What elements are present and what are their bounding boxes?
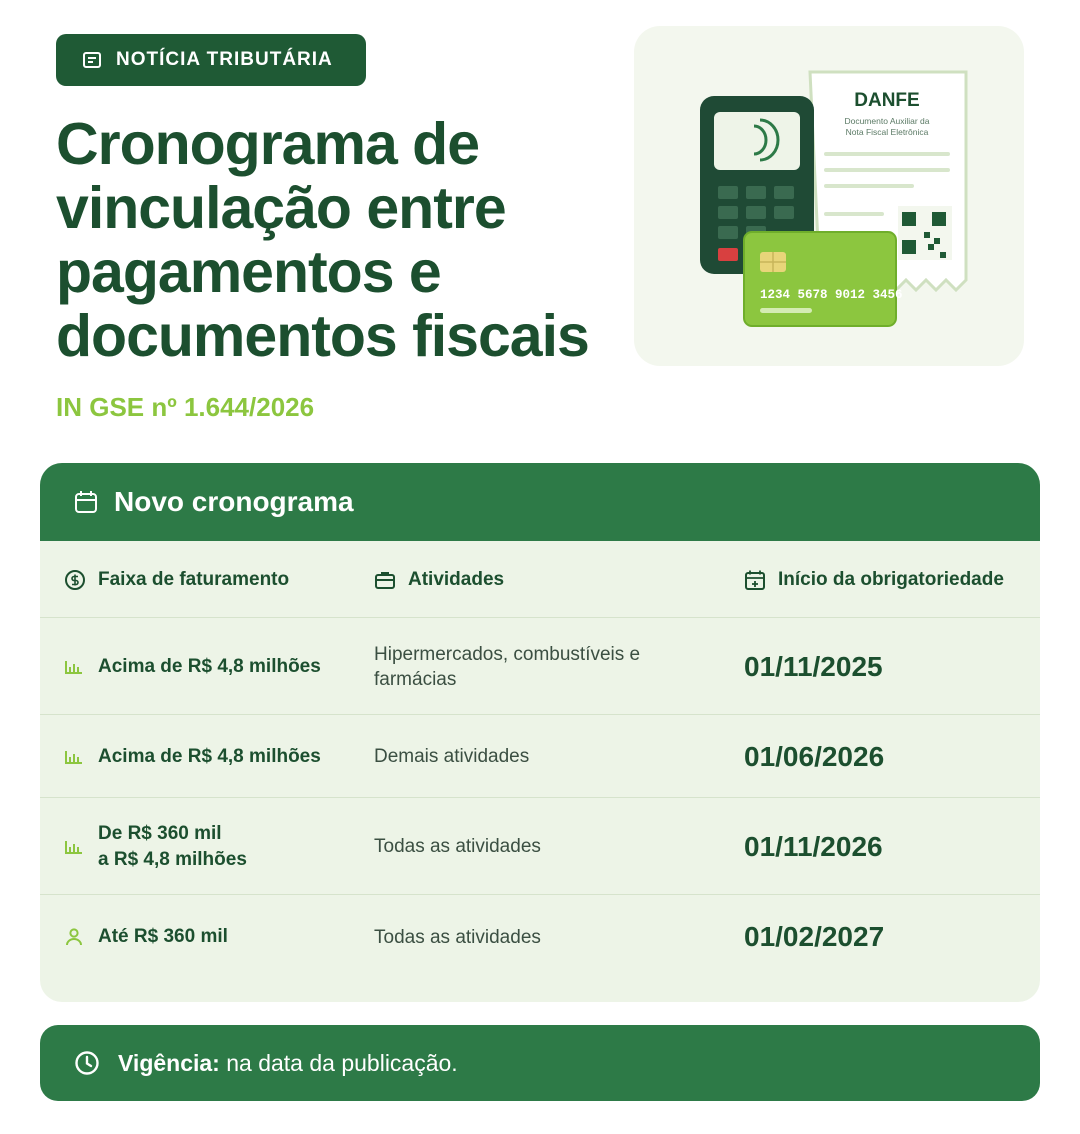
- activities-text: Hipermercados, combustíveis e: [374, 643, 641, 665]
- activities-text: Demais atividades: [374, 746, 530, 767]
- range-cell: [64, 715, 384, 798]
- start-date: 01/11/2025: [744, 650, 883, 682]
- bar-chart-icon: [64, 839, 84, 855]
- activities-cell: [374, 618, 714, 715]
- effective-label: Vigência:: [118, 1049, 220, 1076]
- title-line: Cronograma de: [56, 111, 480, 177]
- effective-date-banner: [40, 1025, 1040, 1101]
- start-date: 01/02/2027: [744, 921, 885, 952]
- document-icon: [82, 51, 102, 69]
- bar-chart-icon: [64, 659, 84, 675]
- header-start-label: Início da obrigatoriedade: [778, 568, 1004, 590]
- schedule-title: Novo cronograma: [114, 486, 354, 517]
- danfe-title: DANFE: [854, 90, 920, 111]
- title-line: pagamentos e: [56, 239, 441, 305]
- credit-card-icon: [744, 232, 903, 326]
- range-cell: [64, 895, 384, 979]
- start-date: 01/06/2026: [744, 740, 885, 772]
- activities-text: Todas as atividades: [374, 926, 541, 948]
- briefcase-icon: [374, 569, 396, 591]
- range-text: Até R$ 360 mil: [98, 926, 228, 947]
- range-cell: [64, 618, 384, 715]
- start-date: 01/11/2026: [744, 830, 883, 862]
- effective-value: na data da publicação.: [219, 1049, 458, 1076]
- header-activities: [374, 541, 714, 618]
- header-activities-label: Atividades: [408, 568, 505, 590]
- table-header-row: [40, 541, 1040, 618]
- category-badge: [56, 34, 366, 86]
- card-number: 1234 5678 9012 3456: [760, 288, 903, 302]
- table-row: [40, 798, 1040, 895]
- bar-chart-icon: [64, 749, 84, 765]
- activities-cell: [374, 798, 714, 895]
- qr-code-icon: [898, 206, 952, 260]
- calendar-plus-icon: [744, 569, 766, 591]
- table-row: [40, 895, 1040, 979]
- header-start: [744, 541, 1034, 618]
- range-text: Acima de R$ 4,8 milhões: [98, 745, 321, 767]
- schedule-card: [40, 463, 1040, 1002]
- page-title: [56, 112, 636, 368]
- activities-cell: [374, 895, 714, 979]
- activities-text: farmácias: [374, 668, 457, 690]
- range-cell: [64, 798, 384, 895]
- header-range-label: Faixa de faturamento: [98, 568, 290, 590]
- danfe-subtitle-1: Documento Auxiliar da: [844, 116, 930, 126]
- table-row: [40, 715, 1040, 798]
- activities-cell: [374, 715, 714, 798]
- person-icon: [64, 928, 84, 946]
- range-text: a R$ 4,8 milhões: [98, 848, 247, 870]
- dollar-circle-icon: [64, 569, 86, 591]
- header-range: [64, 541, 384, 618]
- pos-receipt-card-illustration: [634, 26, 1024, 366]
- effective-date-text: [118, 1050, 458, 1077]
- title-line: vinculação entre: [56, 175, 506, 241]
- calendar-icon: [74, 490, 98, 514]
- schedule-header: [40, 463, 1040, 541]
- badge-label: NOTÍCIA TRIBUTÁRIA: [116, 49, 333, 70]
- range-text: Acima de R$ 4,8 milhões: [98, 655, 321, 677]
- range-text: De R$ 360 mil: [98, 822, 222, 844]
- payment-illustration: [634, 26, 1024, 366]
- table-row: [40, 618, 1040, 715]
- activities-text: Todas as atividades: [374, 836, 541, 857]
- danfe-subtitle-2: Nota Fiscal Eletrônica: [845, 127, 929, 137]
- clock-icon: [74, 1050, 100, 1076]
- title-line: documentos fiscais: [56, 303, 589, 369]
- regulation-subtitle: IN GSE nº 1.644/2026: [56, 392, 315, 422]
